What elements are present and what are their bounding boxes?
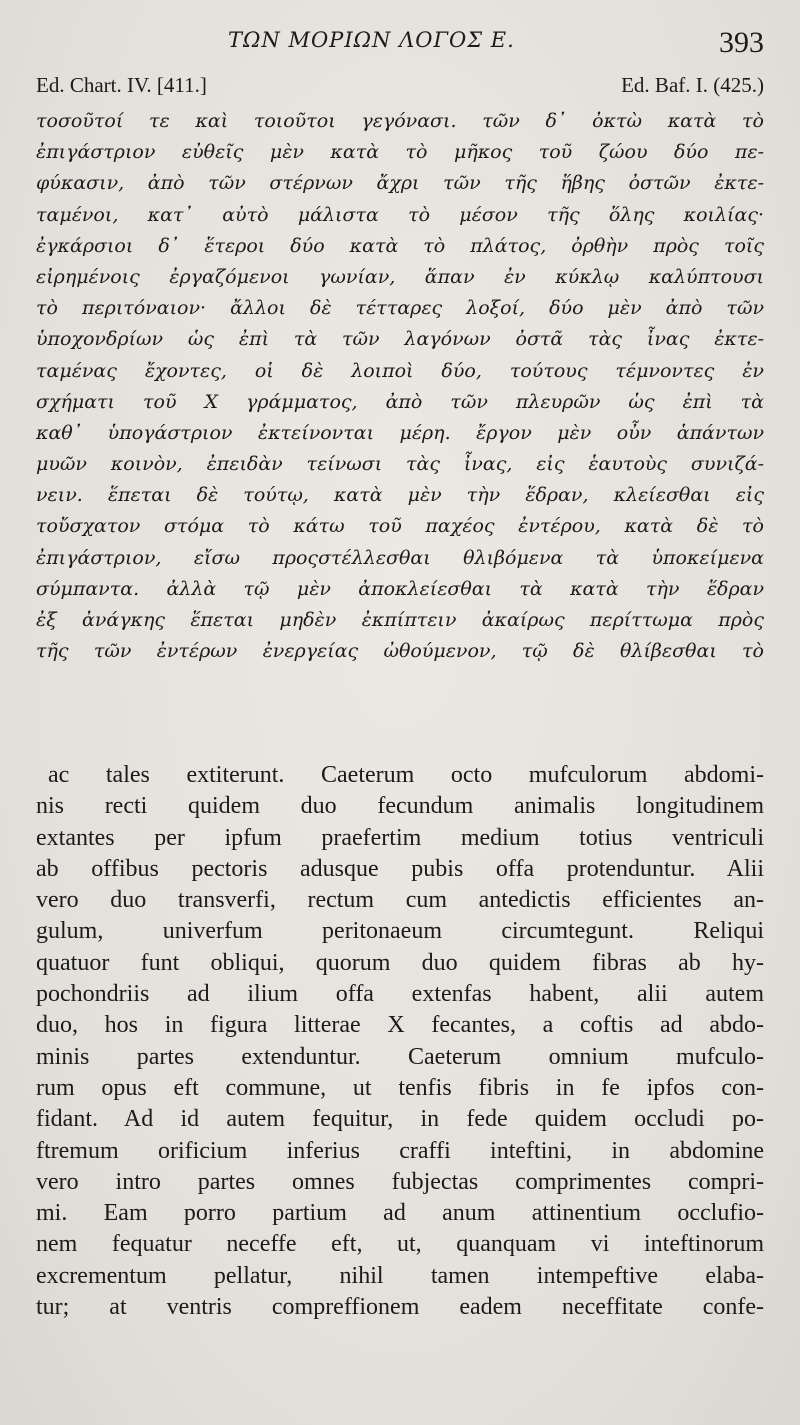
greek-line: σχήματι τοῦ Χ γράμματος, ἀπὸ τῶν πλευρῶν ὡς ἐπὶ τὰ [36,390,764,413]
page-number: 393 [719,26,764,59]
greek-line: τοὔσχατον στόμα τὸ κάτω τοῦ παχέος ἐντέρου, κατὰ δὲ τὸ [36,515,764,538]
greek-line: μυῶν κοινὸν, ἐπειδὰν τείνωσι τὰς ἶνας, εἰς ἑαυτοὺς συνιζά- [36,453,764,476]
greek-line: ἐγκάρσιοι δ᾽ ἕτεροι δύο κατὰ τὸ πλάτος, ὀρθὴν πρὸς τοῖς [36,234,764,257]
latin-line: rum opus eft commune, ut tenfis fibris in fe ipfos con- [36,1074,764,1101]
greek-line: ὑποχονδρίων ὡς ἐπὶ τὰ τῶν λαγόνων ὀστᾶ τὰς ἶνας ἐκτε- [36,328,764,351]
latin-line: minis partes extenduntur. Caeterum omnium mufculo- [36,1043,764,1070]
latin-line: fidant. Ad id autem fequitur, in fede quidem occludi po- [36,1106,764,1133]
greek-line: ταμένας ἔχοντες, οἱ δὲ λοιποὶ δύο, τούτους τέμνοντες ἐν [36,359,764,382]
latin-line: pochondriis ad ilium offa extenfas habent, alii autem [36,981,764,1008]
greek-line: τῆς τῶν ἐντέρων ἐνεργείας ὠθούμενον, τῷ δὲ θλίβεσθαι τὸ [36,640,764,663]
latin-line: tur; at ventris compreffionem eadem neceffitate confe- [36,1294,764,1321]
latin-line: vero intro partes omnes fubjectas comprimentes compri- [36,1168,764,1195]
edition-chartier-ref: Ed. Chart. IV. [411.] [36,73,207,97]
greek-line: καθ᾽ ὑπογάστριον ἐκτείνονται μέρη. ἔργον μὲν οὖν ἁπάντων [36,421,764,444]
greek-line: ταμένοι, κατ᾽ αὐτὸ μάλιστα τὸ μέσον τῆς ὅλης κοιλίας· [36,203,764,226]
latin-text-block [36,760,764,1323]
latin-line: excrementum pellatur, nihil tamen intempeftive elaba- [36,1262,764,1289]
latin-line: mi. Eam porro partium ad anum attinentium occlufio- [36,1200,764,1227]
greek-line: σύμπαντα. ἀλλὰ τῷ μὲν ἀποκλείεσθαι τὰ κατὰ τὴν ἕδραν [36,577,764,600]
greek-line: φύκασιν, ἀπὸ τῶν στέρνων ἄχρι τῶν τῆς ἥβης ὀστῶν ἐκτε- [36,172,764,195]
greek-line: εἰρημένοις ἐργαζόμενοι γωνίαν, ἅπαν ἐν κύκλῳ καλύπτουσι [36,265,764,288]
greek-line: νειν. ἕπεται δὲ τούτῳ, κατὰ μὲν τὴν ἕδραν, κλείεσθαι εἰς [36,484,764,507]
running-title: ΤΩΝ ΜΟΡΙΩΝ ΛΟΓΟΣ Ε. [228,28,515,52]
latin-line: ftremum orificium inferius craffi inteftini, in abdomine [36,1137,764,1164]
latin-line: extantes per ipfum praefertim medium totius ventriculi [36,824,764,851]
latin-line: duo, hos in figura litterae X fecantes, a coftis ad abdo- [36,1012,764,1039]
latin-line: quatuor funt obliqui, quorum duo quidem fibras ab hy- [36,949,764,976]
latin-line: ab offibus pectoris adusque pubis offa protenduntur. Alii [36,855,764,882]
latin-line: vero duo transverfi, rectum cum antedictis efficientes an- [36,887,764,914]
latin-line: nem fequatur neceffe eft, ut, quanquam vi inteftinorum [36,1231,764,1258]
latin-line: nis recti quidem duo fecundum animalis longitudinem [36,793,764,820]
latin-line: gulum, univerfum peritonaeum circumtegunt. Reliqui [36,918,764,945]
running-head [0,26,800,60]
greek-line: ἐπιγάστριον εὐθεῖς μὲν κατὰ τὸ μῆκος τοῦ ζώου δύο πε- [36,141,764,164]
greek-line: τοσοῦτοί τε καὶ τοιοῦτοι γεγόνασι. τῶν δ᾽ ὀκτὼ κατὰ τὸ [36,110,764,132]
greek-text-block [36,106,764,667]
edition-references [36,73,764,101]
edition-basel-ref: Ed. Baf. I. (425.) [621,73,764,97]
greek-line: τὸ περιτόναιον· ἄλλοι δὲ τέτταρες λοξοί, δύο μὲν ἀπὸ τῶν [36,297,764,320]
greek-line: ἐπιγάστριον, εἴσω προςστέλλεσθαι θλιβόμενα τὰ ὑποκείμενα [36,546,764,569]
latin-line: ac tales extiterunt. Caeterum octo mufculorum abdomi- [48,762,764,788]
greek-line: ἐξ ἀνάγκης ἕπεται μηδὲν ἐκπίπτειν ἀκαίρως περίττωμα πρὸς [36,609,764,631]
